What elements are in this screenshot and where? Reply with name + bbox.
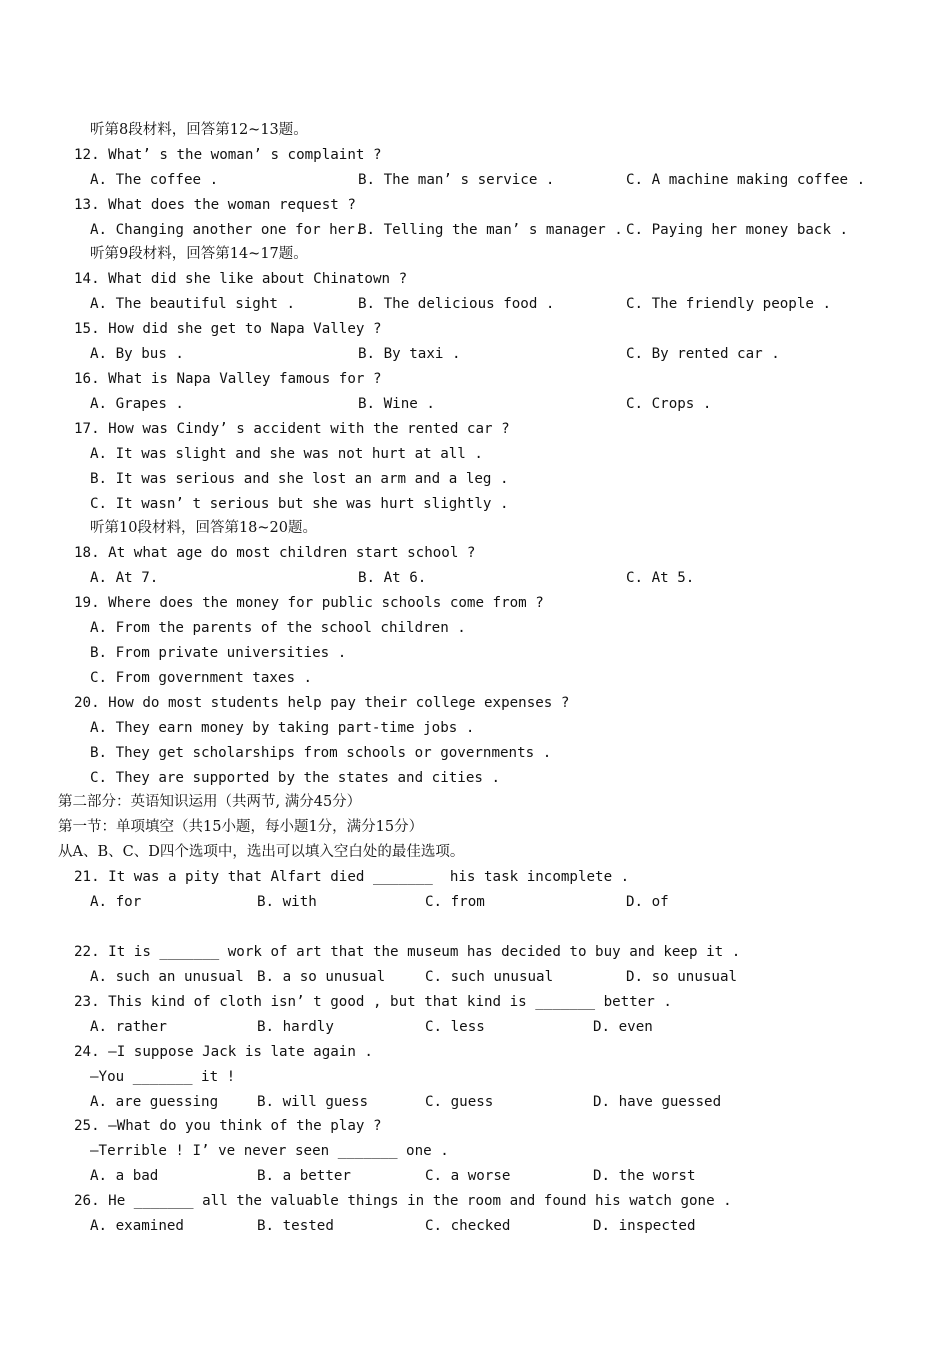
question-stem: 15. How did she get to Napa Valley ?: [74, 321, 382, 337]
option-c: C. The friendly people .: [626, 296, 831, 312]
option-row: [90, 567, 890, 589]
option-b: B. From private universities .: [90, 645, 347, 661]
question-stem: 12. What’ s the woman’ s complaint ?: [74, 147, 382, 163]
question-stem: 21. It was a pity that Alfart died _______ his task incomplete .: [74, 869, 630, 885]
option-c: C. such unusual: [425, 969, 554, 985]
option-row: [90, 393, 890, 415]
option-c: C. Crops .: [626, 396, 712, 412]
option-a: A. such an unusual: [90, 969, 244, 985]
option-row: [90, 1165, 890, 1187]
option-a: A. Changing another one for her.: [90, 222, 364, 238]
question-stem: 13. What does the woman request ?: [74, 197, 356, 213]
option-b: B. with: [257, 894, 317, 910]
option-b: B. It was serious and she lost an arm and a leg .: [90, 471, 509, 487]
question-stem: 20. How do most students help pay their college expenses ?: [74, 695, 570, 711]
option-c: C. From government taxes .: [90, 670, 313, 686]
part-title: 第二部分：英语知识运用（共两节, 满分45分）: [58, 794, 362, 810]
option-row: [90, 1215, 890, 1237]
section-heading: 听第9段材料，回答第14~17题。: [90, 246, 308, 262]
question-stem: 14. What did she like about Chinatown ?: [74, 271, 408, 287]
option-b: B. will guess: [257, 1094, 369, 1110]
option-row: [90, 293, 890, 315]
option-d: D. the worst: [593, 1168, 696, 1184]
option-b: B. By taxi .: [358, 346, 461, 362]
question-stem: 16. What is Napa Valley famous for ?: [74, 371, 382, 387]
option-a: A. The beautiful sight .: [90, 296, 295, 312]
option-d: D. so unusual: [626, 969, 738, 985]
option-d: D. of: [626, 894, 669, 910]
option-c: C. It wasn’ t serious but she was hurt slightly .: [90, 496, 509, 512]
option-b: B. a so unusual: [257, 969, 386, 985]
option-row: [90, 343, 890, 365]
option-a: A. a bad: [90, 1168, 159, 1184]
question-stem: 18. At what age do most children start school ?: [74, 545, 476, 561]
option-c: C. a worse: [425, 1168, 511, 1184]
option-row: [90, 1091, 890, 1113]
option-c: C. Paying her money back .: [626, 222, 849, 238]
option-b: B. The delicious food .: [358, 296, 555, 312]
option-b: B. Wine .: [358, 396, 435, 412]
option-a: A. rather: [90, 1019, 167, 1035]
question-stem: 22. It is _______ work of art that the museum has decided to buy and keep it .: [74, 944, 741, 960]
section-heading: 听第8段材料，回答第12~13题。: [90, 122, 308, 138]
dialogue-reply: —You _______ it !: [90, 1069, 236, 1085]
option-a: A. By bus .: [90, 346, 184, 362]
option-b: B. The man’ s service .: [358, 172, 555, 188]
option-b: B. At 6.: [358, 570, 427, 586]
option-row: [90, 169, 890, 191]
section-instruction: 从A、B、C、D四个选项中，选出可以填入空白处的最佳选项。: [58, 844, 465, 860]
option-a: A. The coffee .: [90, 172, 219, 188]
option-b: B. Telling the man’ s manager .: [358, 222, 623, 238]
option-b: B. They get scholarships from schools or governments .: [90, 745, 552, 761]
option-row: [90, 1016, 890, 1038]
option-c: C. checked: [425, 1218, 511, 1234]
option-a: A. Grapes .: [90, 396, 184, 412]
option-c: C. guess: [425, 1094, 494, 1110]
option-b: B. a better: [257, 1168, 351, 1184]
option-b: B. tested: [257, 1218, 334, 1234]
option-a: A. examined: [90, 1218, 184, 1234]
option-a: A. They earn money by taking part-time jobs .: [90, 720, 475, 736]
option-c: C. A machine making coffee .: [626, 172, 866, 188]
option-a: A. It was slight and she was not hurt at all .: [90, 446, 483, 462]
question-stem: 26. He _______ all the valuable things in the room and found his watch gone .: [74, 1193, 732, 1209]
section-heading: 听第10段材料，回答第18~20题。: [90, 520, 318, 536]
question-stem: 25. —What do you think of the play ?: [74, 1118, 382, 1134]
option-c: C. less: [425, 1019, 485, 1035]
question-stem: 23. This kind of cloth isn’ t good , but that kind is _______ better .: [74, 994, 672, 1010]
question-stem: 17. How was Cindy’ s accident with the rented car ?: [74, 421, 510, 437]
option-d: D. even: [593, 1019, 653, 1035]
option-row: [90, 966, 890, 988]
option-c: C. At 5.: [626, 570, 695, 586]
option-row: [90, 891, 890, 913]
option-a: A. At 7.: [90, 570, 159, 586]
question-stem: 24. —I suppose Jack is late again .: [74, 1044, 373, 1060]
option-c: C. from: [425, 894, 485, 910]
option-a: A. for: [90, 894, 142, 910]
question-stem: 19. Where does the money for public schools come from ?: [74, 595, 544, 611]
option-d: D. have guessed: [593, 1094, 722, 1110]
section-title: 第一节：单项填空（共15小题，每小题1分，满分15分）: [58, 819, 424, 835]
option-c: C. By rented car .: [626, 346, 780, 362]
option-c: C. They are supported by the states and cities .: [90, 770, 500, 786]
option-a: A. From the parents of the school children .: [90, 620, 466, 636]
option-a: A. are guessing: [90, 1094, 219, 1110]
option-d: D. inspected: [593, 1218, 696, 1234]
option-row: [90, 219, 890, 241]
option-b: B. hardly: [257, 1019, 334, 1035]
dialogue-reply: —Terrible ! I’ ve never seen _______ one .: [90, 1143, 449, 1159]
